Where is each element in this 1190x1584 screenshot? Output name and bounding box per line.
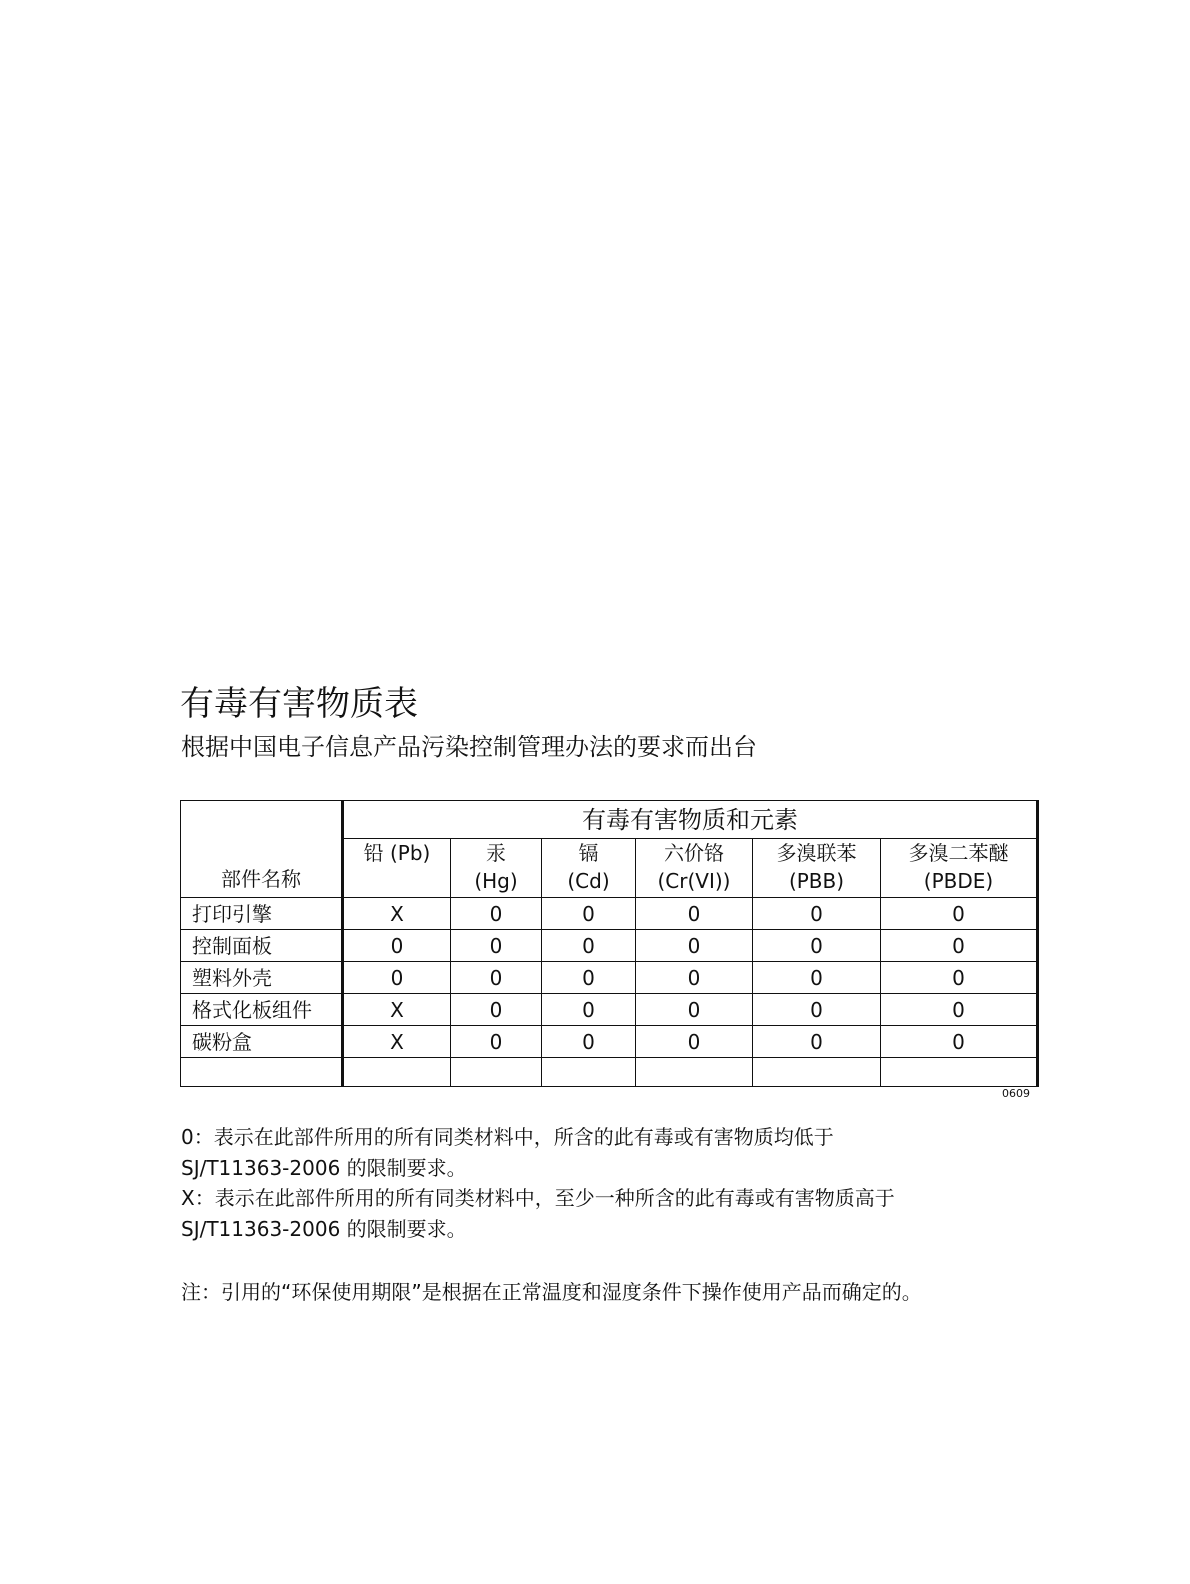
table-row [181, 1026, 1038, 1058]
table-cell: 0 [451, 1026, 542, 1058]
table-cell: X [343, 994, 451, 1026]
part-name: 塑料外壳 [181, 962, 343, 994]
part-name: 格式化板组件 [181, 994, 343, 1026]
column-symbol: (Cr(VI)) [657, 869, 731, 893]
part-name: 打印引擎 [181, 898, 343, 930]
table-cell: 0 [881, 962, 1038, 994]
footnote: 注：引用的“环保使用期限”是根据在正常温度和湿度条件下操作使用产品而确定的。 [181, 1280, 922, 1304]
table-cell: 0 [881, 930, 1038, 962]
note-x-line2: SJ/T11363-2006 的限制要求。 [181, 1216, 467, 1241]
column-name: 汞 [486, 841, 506, 865]
table-row [181, 930, 1038, 962]
table-cell: 0 [451, 930, 542, 962]
column-name: 多溴联苯 [776, 841, 857, 865]
table-cell: 0 [636, 1026, 753, 1058]
table-cell: 0 [881, 1026, 1038, 1058]
column-header-hg [451, 839, 542, 898]
table-cell: 0 [451, 994, 542, 1026]
empty-cell [451, 1058, 542, 1087]
part-name: 碳粉盒 [181, 1026, 343, 1058]
legend-notes [181, 1122, 1061, 1244]
table-cell: 0 [542, 898, 636, 930]
table-row [181, 962, 1038, 994]
table-cell: 0 [343, 962, 451, 994]
column-header-pbb [753, 839, 881, 898]
table-code: 0609 [1002, 1087, 1030, 1100]
table-cell: 0 [636, 930, 753, 962]
empty-cell [881, 1058, 1038, 1087]
column-name: 六价铬 [664, 841, 724, 865]
note-zero-line1: 0：表示在此部件所用的所有同类材料中，所含的此有毒或有害物质均低于 [181, 1125, 834, 1149]
table-cell: 0 [636, 994, 753, 1026]
table-cell: X [343, 1026, 451, 1058]
substances-group-header: 有毒有害物质和元素 [343, 801, 1038, 839]
column-header-cd [542, 839, 636, 898]
table-cell: 0 [753, 1026, 881, 1058]
column-header-cr [636, 839, 753, 898]
table-row [181, 994, 1038, 1026]
table-cell: 0 [542, 1026, 636, 1058]
table-cell: 0 [753, 930, 881, 962]
empty-cell [343, 1058, 451, 1087]
column-header-pb [343, 839, 451, 898]
column-symbol: (Hg) [474, 869, 518, 893]
table-row [181, 898, 1038, 930]
column-symbol: (PBDE) [923, 869, 994, 893]
column-name: 铅 (Pb) [363, 841, 431, 865]
empty-cell [181, 1058, 343, 1087]
column-name: 多溴二苯醚 [908, 841, 1009, 865]
note-zero-line2: SJ/T11363-2006 的限制要求。 [181, 1155, 467, 1180]
column-symbol: (Cd) [567, 869, 610, 893]
table-cell: 0 [451, 898, 542, 930]
part-name: 控制面板 [181, 930, 343, 962]
note-x-line1: X：表示在此部件所用的所有同类材料中，至少一种所含的此有毒或有害物质高于 [181, 1186, 895, 1210]
page-subtitle: 根据中国电子信息产品污染控制管理办法的要求而出台 [181, 733, 757, 761]
column-header-pbde [881, 839, 1038, 898]
hazardous-substances-table [180, 800, 1039, 1087]
table-cell: 0 [753, 898, 881, 930]
page-title: 有毒有害物质表 [180, 684, 418, 724]
table-cell: 0 [881, 994, 1038, 1026]
table-cell: X [343, 898, 451, 930]
table-cell: 0 [636, 898, 753, 930]
column-symbol: (PBB) [788, 869, 845, 893]
table-cell: 0 [753, 962, 881, 994]
table-cell: 0 [636, 962, 753, 994]
column-name: 镉 [578, 841, 599, 865]
empty-cell [753, 1058, 881, 1087]
table-cell: 0 [542, 930, 636, 962]
table-cell: 0 [881, 898, 1038, 930]
table-cell: 0 [753, 994, 881, 1026]
table-row-empty [181, 1058, 1038, 1087]
empty-cell [636, 1058, 753, 1087]
empty-cell [542, 1058, 636, 1087]
table-cell: 0 [542, 994, 636, 1026]
table-cell: 0 [343, 930, 451, 962]
table-cell: 0 [451, 962, 542, 994]
part-name-header: 部件名称 [181, 801, 343, 898]
table-cell: 0 [542, 962, 636, 994]
